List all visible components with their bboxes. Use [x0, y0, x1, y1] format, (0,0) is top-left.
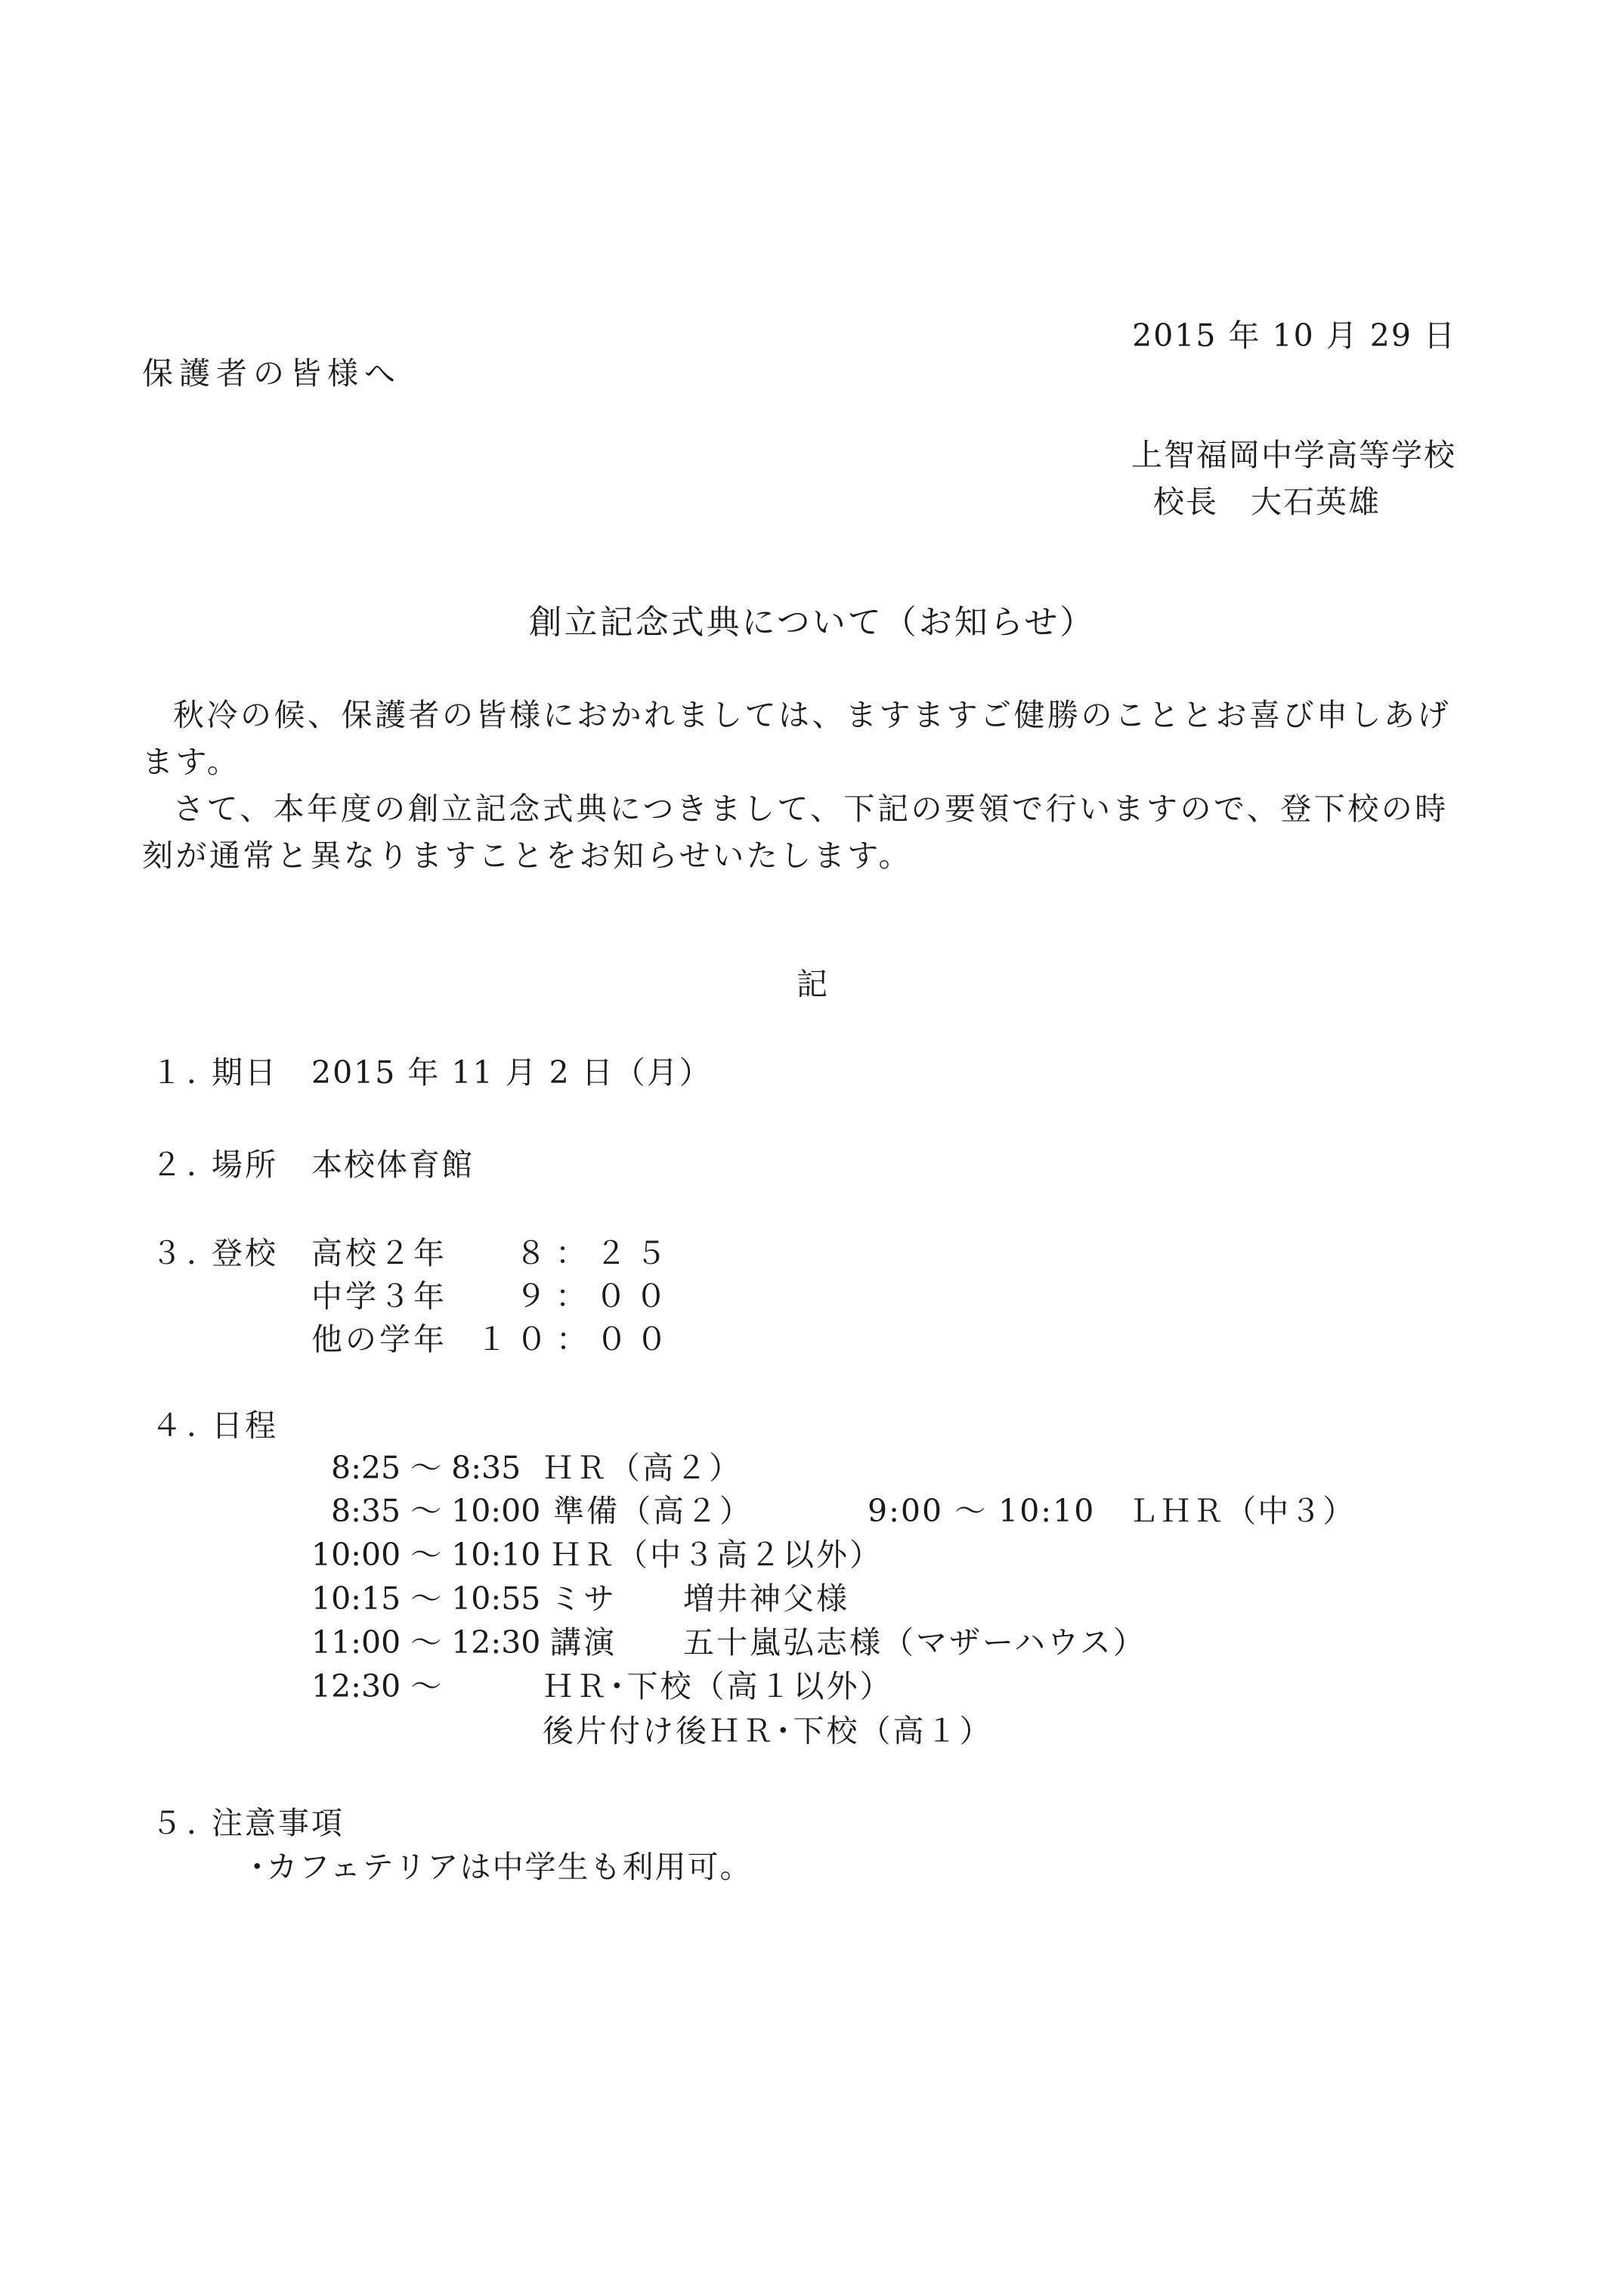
arrival-grade: 他の学年 [311, 1321, 447, 1358]
arrival-time: １０：００ [476, 1321, 676, 1358]
schedule-time: 8:25 ～ 8:35 [331, 1450, 521, 1486]
item-number: ３． [151, 1235, 222, 1271]
body-paragraph-1: 秋冷の候、保護者の皆様におかれましては、ますますご健勝のこととお喜び申しあげます。 [142, 697, 1451, 780]
principal-name: 校長 大石英雄 [1153, 484, 1381, 520]
body-paragraph-2: さて、本年度の創立記念式典につきまして、下記の要領で行いますので、登下校の時刻が通常と異なりますことをお知らせいたします。 [142, 791, 1449, 874]
document-title: 創立記念式典について（お知らせ） [528, 603, 1096, 642]
schedule-time: 8:35 ～ 10:00 [331, 1493, 541, 1529]
arrival-time: ８：２５ [515, 1235, 676, 1271]
item-number: ４． [151, 1407, 222, 1444]
schedule-item: ＨＲ･下校（高１以外） [543, 1668, 893, 1704]
body-text [142, 692, 1465, 879]
ki-heading: 記 [797, 966, 827, 1002]
item-number: ２． [151, 1147, 222, 1183]
addressee: 保護者の皆様へ [142, 355, 401, 392]
schedule-item: ＨＲ（中３高２以外） [550, 1537, 883, 1573]
arrival-grade: 中学３年 [311, 1278, 447, 1314]
schedule-item: 講演 五十嵐弘志様（マザーハウス） [550, 1624, 1146, 1661]
schedule-item: 後片付け後ＨＲ･下校（高１） [543, 1713, 993, 1749]
schedule-time: 12:30 ～ [311, 1668, 442, 1704]
schedule-item: ＨＲ（高２） [543, 1450, 742, 1486]
item-label: 注意事項 [212, 1805, 345, 1841]
schedule-item: ミサ 増井神父様 [550, 1580, 849, 1617]
arrival-grade: 高校２年 [311, 1235, 447, 1271]
item-label: 日程 [212, 1407, 278, 1444]
item-number: １． [151, 1054, 222, 1091]
item-number: ５． [151, 1805, 222, 1841]
item-label: 場所 [212, 1147, 278, 1183]
item-label: 期日 [212, 1054, 278, 1091]
schedule-time: 11:00 ～ 12:30 [311, 1624, 541, 1661]
item-label: 登校 [212, 1235, 278, 1271]
schedule-extra: 9:00 ～ 10:10 ＬＨＲ（中３） [868, 1493, 1356, 1529]
schedule-time: 10:15 ～ 10:55 [311, 1580, 541, 1617]
item-value: 2015 年 11 月 2 日（月） [311, 1054, 712, 1091]
arrival-time: ９：００ [515, 1278, 676, 1314]
note-line: ･カフェテリアは中学生も利用可。 [249, 1849, 753, 1885]
document-date: 2015 年 10 月 29 日 [1132, 317, 1456, 354]
schedule-item: 準備（高２） [553, 1493, 753, 1529]
school-name: 上智福岡中学高等学校 [1131, 437, 1456, 473]
item-value: 本校体育館 [311, 1147, 474, 1183]
schedule-time: 10:00 ～ 10:10 [311, 1537, 541, 1573]
